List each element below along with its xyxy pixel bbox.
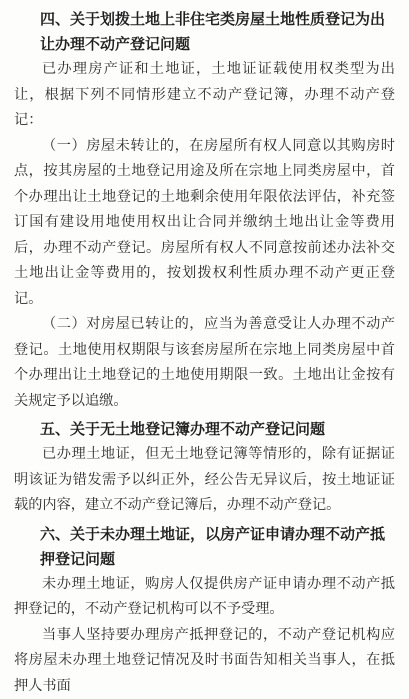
section-4-paragraph-1: 已办理房产证和土地证，土地证证载使用权类型为出让，根据下列不同情形建立不动产登记簿，办理不动产登记：: [14, 57, 395, 134]
section-5-paragraph-1: 已办理土地证，但无土地登记簿等情形的，除有证据证明该证为错发需予以纠正外，经公告无异议后，按土地证证载的内容，建立不动产登记簿后，办理不动产登记。: [14, 442, 395, 519]
section-4: [14, 7, 395, 414]
section-6-heading: 六、关于未办理土地证，以房产证申请办理不动产抵押登记问题: [14, 522, 395, 572]
section-4-paragraph-2: （一）房屋未转让的，在房屋所有权人同意以其购房时点，按其房屋的土地登记用途及所在宗地上同类房屋中，首个办理出让土地登记的土地剩余使用年限依法评估，补充签订国有建设用地使用权出让合同并缴纳土地出让金等费用后，办理不动产登记。房屋所有权人不同意按前述办法补交土地出让金等费用的，按划拨权利性质办理不动产更正登记。: [14, 134, 395, 313]
section-6-paragraph-1: 未办理土地证，购房人仅提供房产证申请办理不动产抵押登记的，不动产登记机构可以不予受理。: [14, 572, 395, 623]
section-4-paragraph-3: （二）对房屋已转让的，应当为善意受让人办理不动产登记。土地使用权期限与该套房屋所在宗地上同类房屋中首个办理出让土地登记的土地使用期限一致。土地出让金按有关规定予以追缴。: [14, 312, 395, 414]
section-4-heading: 四、关于划拨土地上非住宅类房屋土地性质登记为出让办理不动产登记问题: [14, 7, 395, 57]
section-6-paragraph-2: 当事人坚持要办理房产抵押登记的，不动产登记机构应将房屋未办理土地登记情况及时书面告知相关当事人，在抵押人书面: [14, 623, 395, 699]
section-5: [14, 417, 395, 519]
section-5-heading: 五、关于无土地登记簿办理不动产登记问题: [14, 417, 395, 442]
section-6: [14, 522, 395, 699]
